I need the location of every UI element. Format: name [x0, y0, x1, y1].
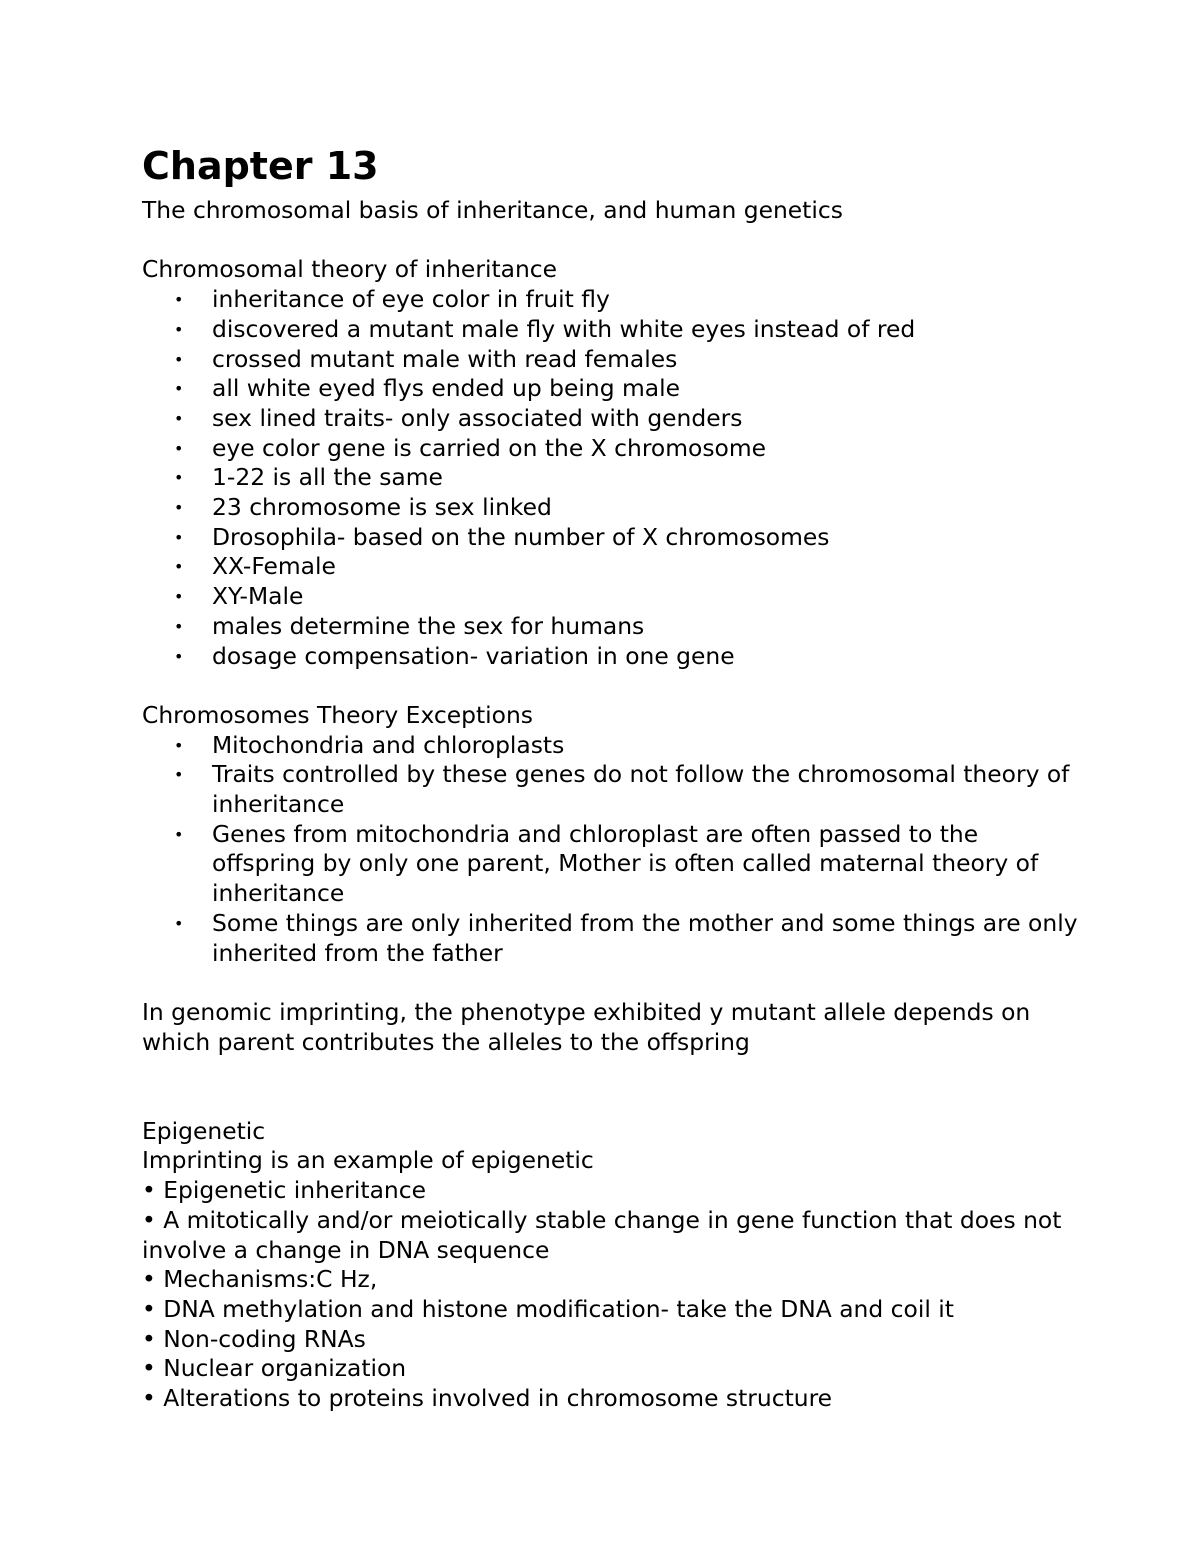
spacer	[142, 671, 1082, 701]
list-item	[174, 582, 1082, 612]
bullet-icon: •	[174, 527, 184, 547]
list-item	[174, 374, 1082, 404]
list-item-text: Mitochondria and chloroplasts	[212, 730, 565, 759]
list-item-text: Traits controlled by these genes do not follow the chromosomal theory of inheritance	[212, 760, 1070, 819]
list-item	[174, 730, 1082, 761]
list-item-text: dosage compensation- variation in one gene	[212, 641, 735, 670]
bullet-icon: •	[174, 319, 184, 339]
bullet-icon: •	[174, 498, 184, 518]
list-item: • Non-coding RNAs	[142, 1324, 366, 1353]
list-item	[174, 641, 1082, 672]
bullet-icon: •	[174, 408, 184, 428]
list-item: • Alterations to proteins involved in chromosome structure	[142, 1384, 833, 1413]
list-item	[174, 522, 1082, 553]
bullet-icon: •	[174, 468, 184, 488]
exceptions-list	[142, 731, 1082, 969]
section-heading-exceptions: Chromosomes Theory Exceptions	[142, 700, 533, 729]
chromosomal-theory-list	[142, 285, 1082, 671]
spacer	[142, 968, 1082, 998]
list-item: • DNA methylation and histone modification- take the DNA and coil it	[142, 1294, 954, 1323]
list-item	[174, 403, 1082, 434]
list-item-text: 23 chromosome is sex linked	[212, 493, 552, 522]
spacer	[142, 1057, 1082, 1087]
list-item	[174, 760, 1082, 819]
bullet-icon: •	[174, 587, 184, 607]
epigenetic-intro: Imprinting is an example of epigenetic	[142, 1146, 594, 1175]
page-title: Chapter 13	[142, 144, 379, 188]
list-item-text: Drosophila- based on the number of X chromosomes	[212, 522, 830, 551]
section-heading-epigenetic: Epigenetic	[142, 1116, 266, 1145]
list-item: • Mechanisms:C Hz,	[142, 1265, 378, 1294]
list-item	[174, 611, 1082, 642]
list-item	[174, 463, 1082, 493]
spacer	[142, 226, 1082, 256]
list-item	[174, 908, 1082, 968]
list-item-text: XY-Male	[212, 582, 304, 611]
bullet-icon: •	[174, 290, 184, 310]
list-item-text: crossed mutant male with read females	[212, 344, 678, 373]
document-page	[142, 140, 1082, 1414]
section-heading-chromosomal-theory: Chromosomal theory of inheritance	[142, 255, 558, 284]
list-item	[174, 314, 1082, 345]
list-item-text: 1-22 is all the same	[212, 463, 443, 492]
list-item	[174, 493, 1082, 523]
bullet-icon: •	[174, 438, 184, 458]
bullet-icon: •	[174, 765, 184, 785]
list-item	[174, 552, 1082, 582]
list-item-text: inheritance of eye color in fruit fly	[212, 285, 610, 314]
bullet-icon: •	[174, 349, 184, 369]
list-item-text: Genes from mitochondria and chloroplast are often passed to the offspring by only one parent, Mother is often called maternal theory of inheritance	[212, 819, 1039, 908]
bullet-icon: •	[174, 735, 184, 755]
list-item	[174, 344, 1082, 375]
bullet-icon: •	[174, 824, 184, 844]
bullet-icon: •	[174, 913, 184, 933]
list-item: • Nuclear organization	[142, 1354, 407, 1383]
list-item-text: eye color gene is carried on the X chromosome	[212, 433, 767, 462]
list-item	[174, 819, 1082, 909]
paragraph-genomic-imprinting: In genomic imprinting, the phenotype exhibited y mutant allele depends on which parent contributes the alleles to the offspring	[142, 997, 1031, 1056]
list-item-text: Some things are only inherited from the mother and some things are only inherited from the father	[212, 908, 1078, 967]
list-item-text: discovered a mutant male fly with white eyes instead of red	[212, 314, 916, 343]
spacer	[142, 1087, 1082, 1117]
list-item-text: sex lined traits- only associated with genders	[212, 403, 743, 432]
list-item-text: XX-Female	[212, 552, 336, 581]
list-item-text: males determine the sex for humans	[212, 611, 645, 640]
bullet-icon: •	[174, 616, 184, 636]
bullet-icon: •	[174, 379, 184, 399]
list-item: • Epigenetic inheritance	[142, 1176, 427, 1205]
bullet-icon: •	[174, 646, 184, 666]
bullet-icon: •	[174, 557, 184, 577]
list-item	[174, 285, 1082, 315]
list-item	[174, 433, 1082, 464]
list-item-text: all white eyed flys ended up being male	[212, 374, 681, 403]
page-subtitle: The chromosomal basis of inheritance, and human genetics	[142, 196, 843, 224]
list-item: • A mitotically and/or meiotically stable change in gene function that does not involve a change in DNA sequence	[142, 1205, 1062, 1264]
